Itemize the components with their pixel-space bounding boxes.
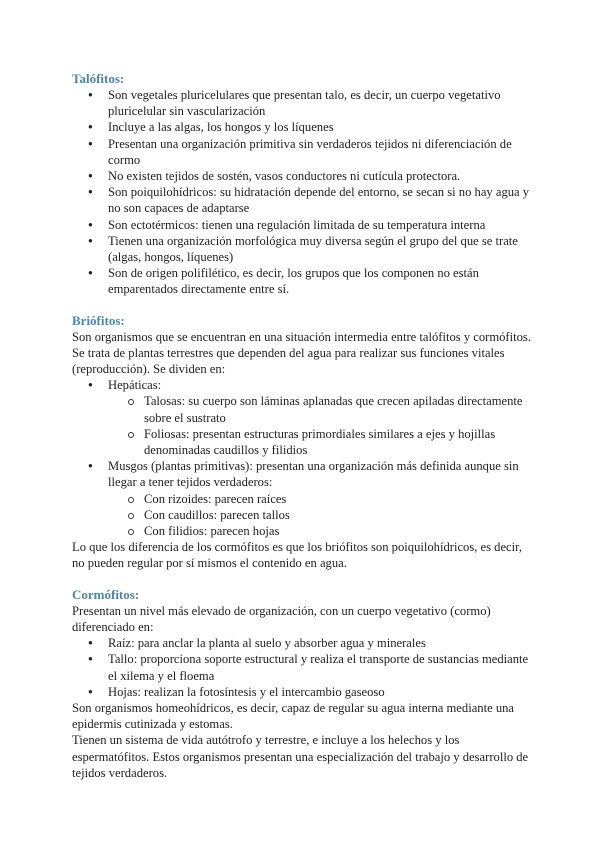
- briofitos-closing: Lo que los diferencia de los cormófitos es que los briófitos son poiquilohídricos, es decir, no pueden regular por sí mismos el contenido en agua.: [72, 540, 522, 571]
- cormofitos-paragraph-1: Son organismos homeohídricos, es decir, capaz de regular su agua interna mediante una epidermis cutinizada y estomas.: [72, 700, 514, 732]
- list-item: ● Raíz: para anclar la planta al suelo y absorber agua y minerales: [72, 635, 532, 651]
- sub-list-item: Foliosas: presentan estructuras primordiales similares a ejes y hojillas denominadas caudillos y filidios: [108, 426, 532, 458]
- list-item: ● Tienen una organización morfológica muy diversa según el grupo del que se trate (algas, hongos, líquenes): [72, 233, 532, 265]
- cormofitos-paragraph-2: Tienen un sistema de vida autótrofo y terrestre, e incluye a los helechos y los espermatófitos. Estos organismos presentan una especialización del trabajo y desarrollo de tejidos verdaderos.: [72, 733, 529, 780]
- heading-briofitos: Briófitos:: [72, 312, 125, 328]
- list-item-musgos: [72, 458, 532, 539]
- musgos-label: Musgos (plantas primitivas): presentan una organización más definida aunque sin llegar a tener tejidos verdaderos:: [108, 459, 519, 490]
- list-item: ● Presentan una organización primitiva sin verdaderos tejidos ni diferenciación de cormo: [72, 136, 532, 168]
- list-item: ● Hojas: realizan la fotosíntesis y el intercambio gaseoso: [72, 684, 532, 700]
- list-item: ● No existen tejidos de sostén, vasos conductores ni cutícula protectora.: [72, 168, 532, 184]
- list-item: ● Tallo: proporciona soporte estructural y realiza el transporte de sustancias mediante el xilema y el floema: [72, 651, 532, 683]
- hepaticas-sublist: [108, 393, 532, 458]
- talofitos-list: [72, 87, 532, 298]
- heading-talofitos: Talófitos:: [72, 71, 125, 86]
- musgos-sublist: [108, 491, 532, 540]
- sub-list-item: Con caudillos: parecen tallos: [108, 507, 532, 523]
- list-item: ● Incluye a las algas, los hongos y los líquenes: [72, 119, 532, 135]
- sub-list-item: Con filidios: parecen hojas: [108, 523, 532, 539]
- sub-list-item: Con rizoides: parecen raíces: [108, 491, 532, 507]
- list-item: ● Son ectotérmicos: tienen una regulación limitada de su temperatura interna: [72, 217, 532, 233]
- section-talofitos: [72, 70, 532, 298]
- document-page: [72, 70, 532, 781]
- cormofitos-intro: Presentan un nivel más elevado de organización, con un cuerpo vegetativo (cormo) diferenciado en:: [72, 603, 491, 634]
- list-item: ● Son vegetales pluricelulares que presentan talo, es decir, un cuerpo vegetativo pluricelular sin vascularización: [72, 87, 532, 119]
- sub-list-item: Talosas: su cuerpo son láminas aplanadas que crecen apiladas directamente sobre el sustrato: [108, 393, 532, 425]
- hepaticas-label: Hepáticas:: [108, 378, 162, 393]
- briofitos-intro: Son organismos que se encuentran en una situación intermedia entre talófitos y cormófitos. Se trata de plantas terrestres que dependen del agua para realizar sus funciones vitales (reproducción). Se dividen en:: [72, 329, 531, 377]
- briofitos-list: [72, 377, 532, 539]
- cormofitos-list: [72, 635, 532, 700]
- list-item: ● Son poiquilohídricos: su hidratación depende del entorno, se secan si no hay agua y no son capaces de adaptarse: [72, 184, 532, 216]
- list-item-hepaticas: [72, 377, 532, 458]
- heading-cormofitos: Cormófitos:: [72, 586, 140, 602]
- section-briofitos: [72, 312, 532, 572]
- section-cormofitos: [72, 586, 532, 781]
- list-item: ● Son de origen polifilético, es decir, los grupos que los componen no están emparentados directamente entre sí.: [72, 265, 532, 297]
